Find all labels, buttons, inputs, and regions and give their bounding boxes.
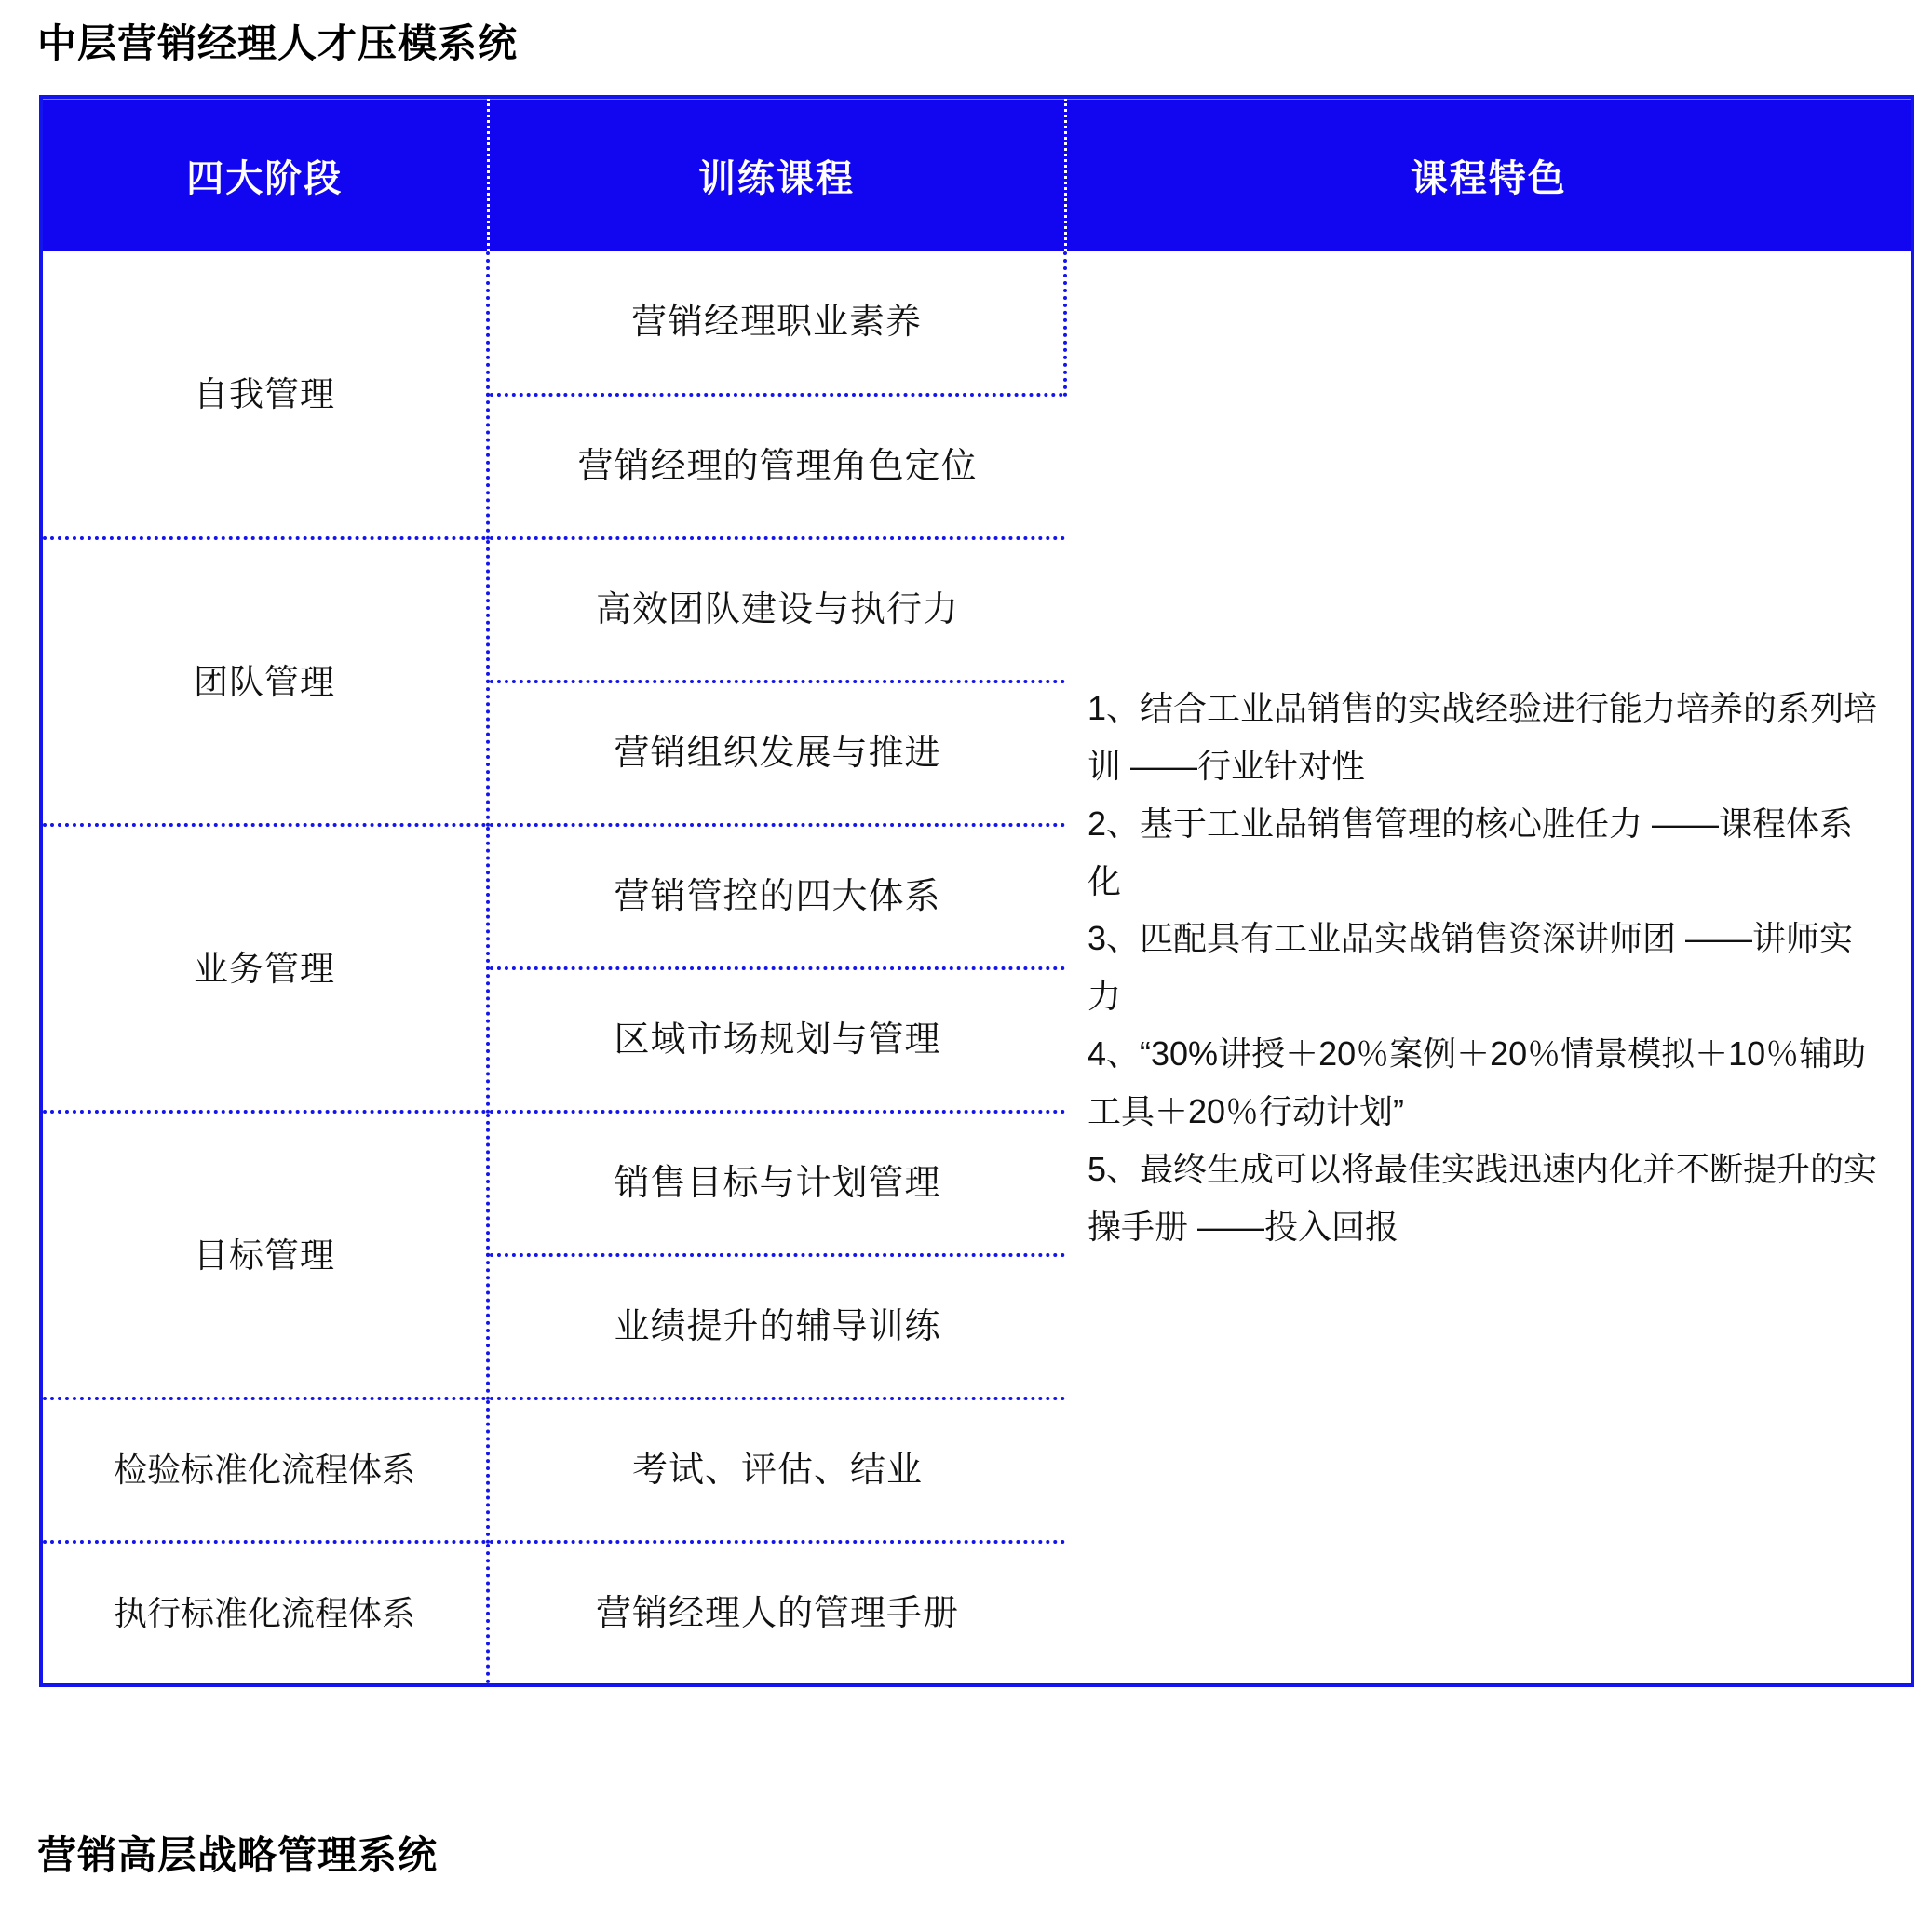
- header-cell-course: 训练课程: [488, 97, 1065, 251]
- stage-cell-team-management: 团队管理: [41, 538, 488, 825]
- header-cell-stage: 四大阶段: [41, 97, 488, 251]
- course-cell: 营销经理职业素养: [488, 251, 1065, 395]
- course-cell: 营销经理的管理角色定位: [488, 395, 1065, 538]
- feature-cell: [1065, 251, 1912, 1685]
- page-root: [0, 20, 1932, 1905]
- table-body: [41, 251, 1912, 1685]
- course-cell: 区域市场规划与管理: [488, 968, 1065, 1112]
- table-header: [41, 97, 1912, 251]
- training-matrix-table: [39, 95, 1914, 1687]
- stage-cell-execution-process: 执行标准化流程体系: [41, 1542, 488, 1685]
- course-cell: 营销管控的四大体系: [488, 825, 1065, 968]
- course-cell: 销售目标与计划管理: [488, 1112, 1065, 1255]
- stage-cell-business-management: 业务管理: [41, 825, 488, 1112]
- stage-cell-goal-management: 目标管理: [41, 1112, 488, 1398]
- course-cell: 考试、评估、结业: [488, 1398, 1065, 1542]
- bottom-section-title: 营销高层战略管理系统: [37, 1833, 439, 1877]
- stage-cell-inspection-process: 检验标准化流程体系: [41, 1398, 488, 1542]
- training-matrix-wrapper: [39, 95, 1911, 1687]
- course-cell: 业绩提升的辅导训练: [488, 1255, 1065, 1398]
- page-title: 中层营销经理人才压模系统: [37, 21, 519, 65]
- header-row: [41, 97, 1912, 251]
- header-cell-feature: 课程特色: [1065, 97, 1912, 251]
- course-cell: 营销经理人的管理手册: [488, 1542, 1065, 1685]
- table-row: [41, 251, 1912, 395]
- feature-item: 2、基于工业品销售管理的核心胜任力 ——课程体系化: [1088, 804, 1854, 900]
- stage-cell-self-management: 自我管理: [41, 251, 488, 538]
- feature-item: 4、“30%讲授＋20％案例＋20％情景模拟＋10％辅助工具＋20％行动计划”: [1088, 1034, 1867, 1131]
- feature-item: 5、最终生成可以将最佳实践迅速内化并不断提升的实操手册 ——投入回报: [1088, 1150, 1878, 1247]
- feature-item: 3、匹配具有工业品实战销售资深讲师团 ——讲师实力: [1088, 919, 1854, 1016]
- course-cell: 营销组织发展与推进: [488, 682, 1065, 825]
- feature-item: 1、结合工业品销售的实战经验进行能力培养的系列培训 ——行业针对性: [1088, 688, 1878, 785]
- course-cell: 高效团队建设与执行力: [488, 538, 1065, 682]
